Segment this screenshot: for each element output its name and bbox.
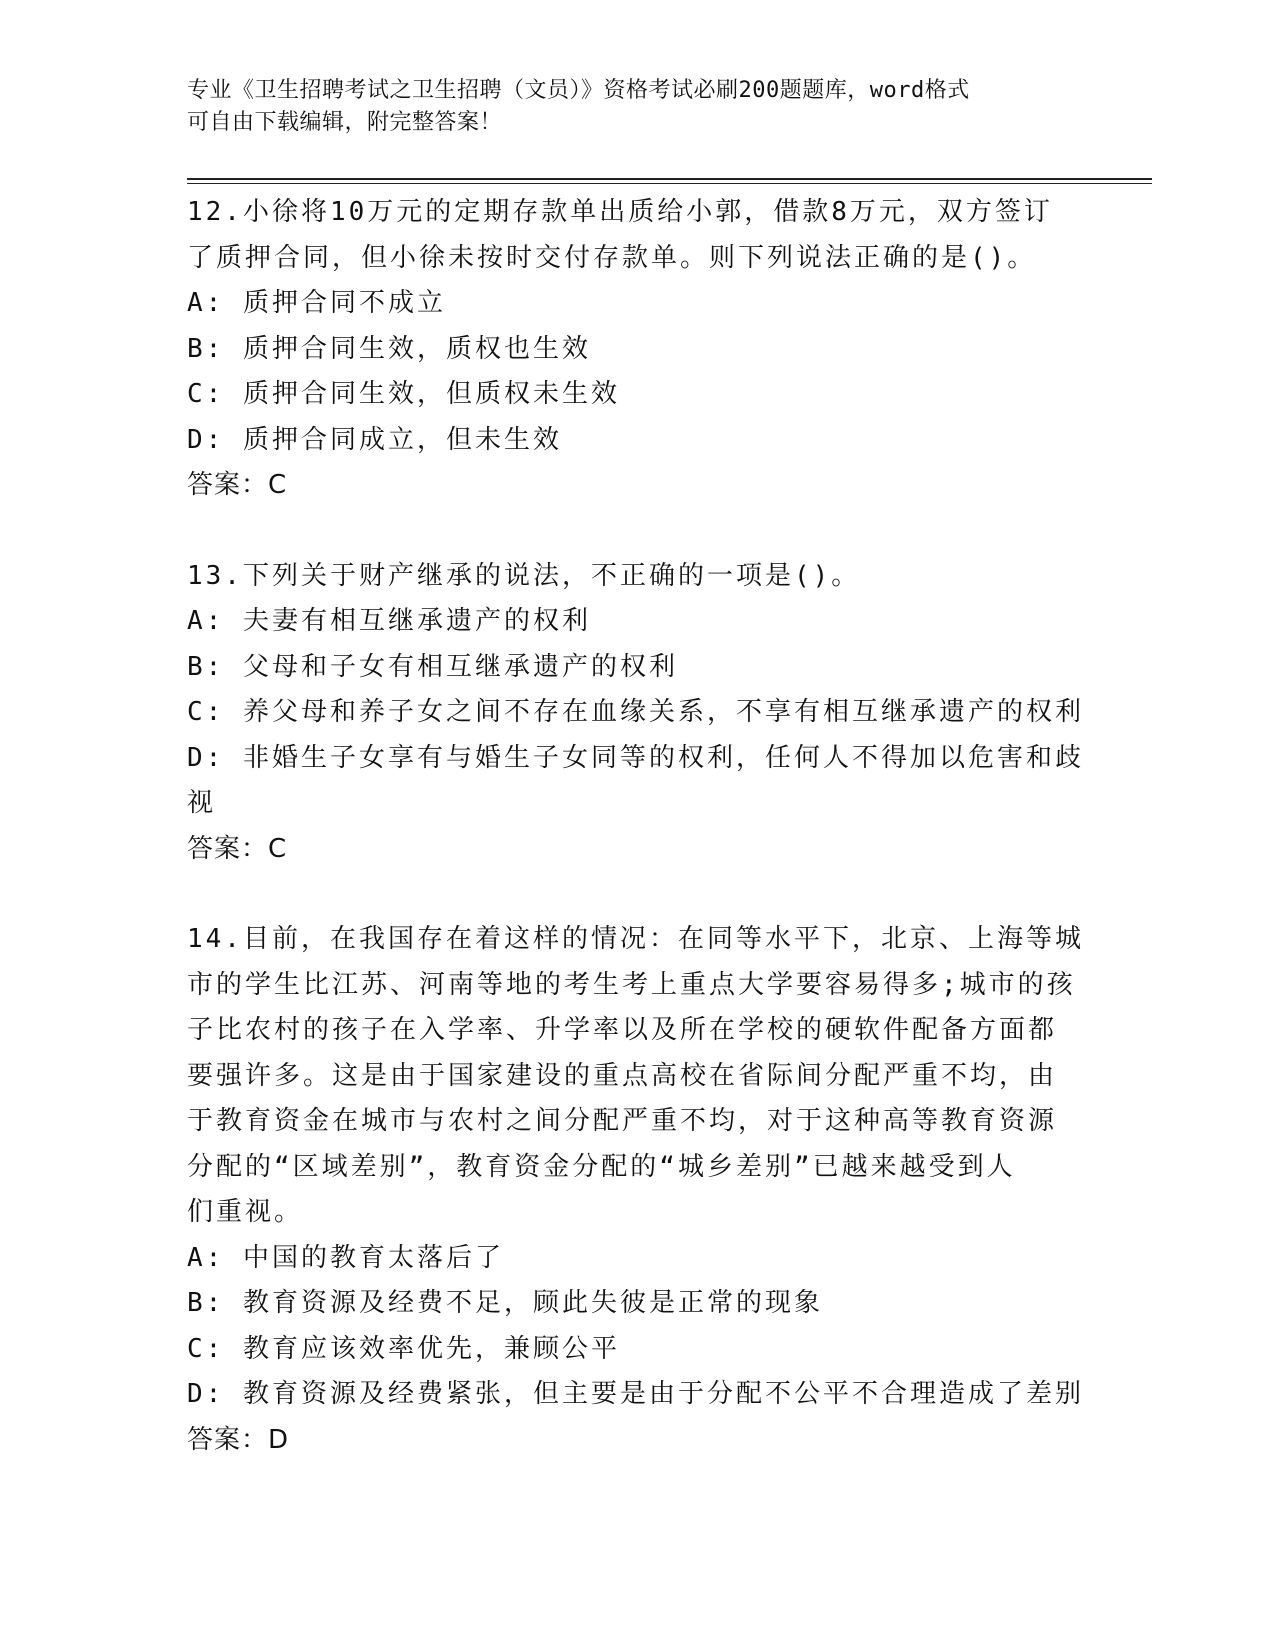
question-12 (187, 190, 1077, 509)
document-header (187, 75, 1087, 139)
question-text: 14.目前，在我国存在着这样的情况：在同等水平下，北京、上海等城 (187, 924, 1084, 954)
header-divider (187, 178, 1152, 180)
spacer (187, 872, 1077, 917)
header-line: 可自由下载编辑，附完整答案！ (187, 110, 503, 135)
option-a: A: 夫妻有相互继承遗产的权利 (187, 606, 591, 636)
header-divider-thin (187, 183, 1152, 184)
option-b: B: 教育资源及经费不足，顾此失彼是正常的现象 (187, 1288, 823, 1318)
option-d: D: 质押合同成立，但未生效 (187, 424, 562, 455)
option-c: C: 养父母和养子女之间不存在血缘关系，不享有相互继承遗产的权利 (187, 697, 1084, 727)
option-b: B: 质押合同生效，质权也生效 (187, 333, 591, 364)
question-13 (187, 554, 1084, 873)
question-text: 子比农村的孩子在入学率、升学率以及所在学校的硬软件配备方面都 (187, 1015, 1058, 1045)
answer: 答案：C (187, 833, 288, 864)
answer: 答案：C (187, 470, 288, 500)
question-text: 了质押合同，但小徐未按时交付存款单。则下列说法正确的是()。 (187, 242, 1037, 273)
answer: 答案：D (187, 1424, 290, 1455)
option-d: D: 教育资源及经费紧张，但主要是由于分配不公平不合理造成了差别 (187, 1379, 1084, 1409)
question-text: 13.下列关于财产继承的说法，不正确的一项是()。 (187, 560, 861, 591)
option-c: C: 质押合同生效，但质权未生效 (187, 379, 620, 409)
option-c: C: 教育应该效率优先，兼顾公平 (187, 1333, 620, 1364)
header-line: 专业《卫生招聘考试之卫生招聘（文员）》资格考试必刷200题题库，word格式 (187, 78, 970, 103)
question-list (187, 190, 1084, 1463)
question-text: 要强许多。这是由于国家建设的重点高校在省际间分配严重不均，由 (187, 1060, 1058, 1091)
question-14 (187, 917, 1084, 1463)
question-text: 于教育资金在城市与农村之间分配严重不均，对于这种高等教育资源 (187, 1106, 1058, 1136)
option-a: A: 中国的教育太落后了 (187, 1242, 504, 1273)
option-d: D: 非婚生子女享有与婚生子女同等的权利，任何人不得加以危害和歧 (187, 742, 1084, 773)
option-a: A: 质押合同不成立 (187, 288, 446, 318)
option-d-continued: 视 (187, 788, 217, 818)
spacer (187, 509, 1077, 554)
option-b: B: 父母和子女有相互继承遗产的权利 (187, 651, 678, 682)
question-text: 分配的“区域差别”，教育资金分配的“城乡差别”已越来越受到人 (187, 1151, 1016, 1182)
question-text: 们重视。 (187, 1197, 304, 1227)
question-text: 12.小徐将10万元的定期存款单出质给小郭，借款8万元，双方签订 (187, 197, 1053, 227)
question-text: 市的学生比江苏、河南等地的考生考上重点大学要容易得多;城市的孩 (187, 969, 1076, 1000)
